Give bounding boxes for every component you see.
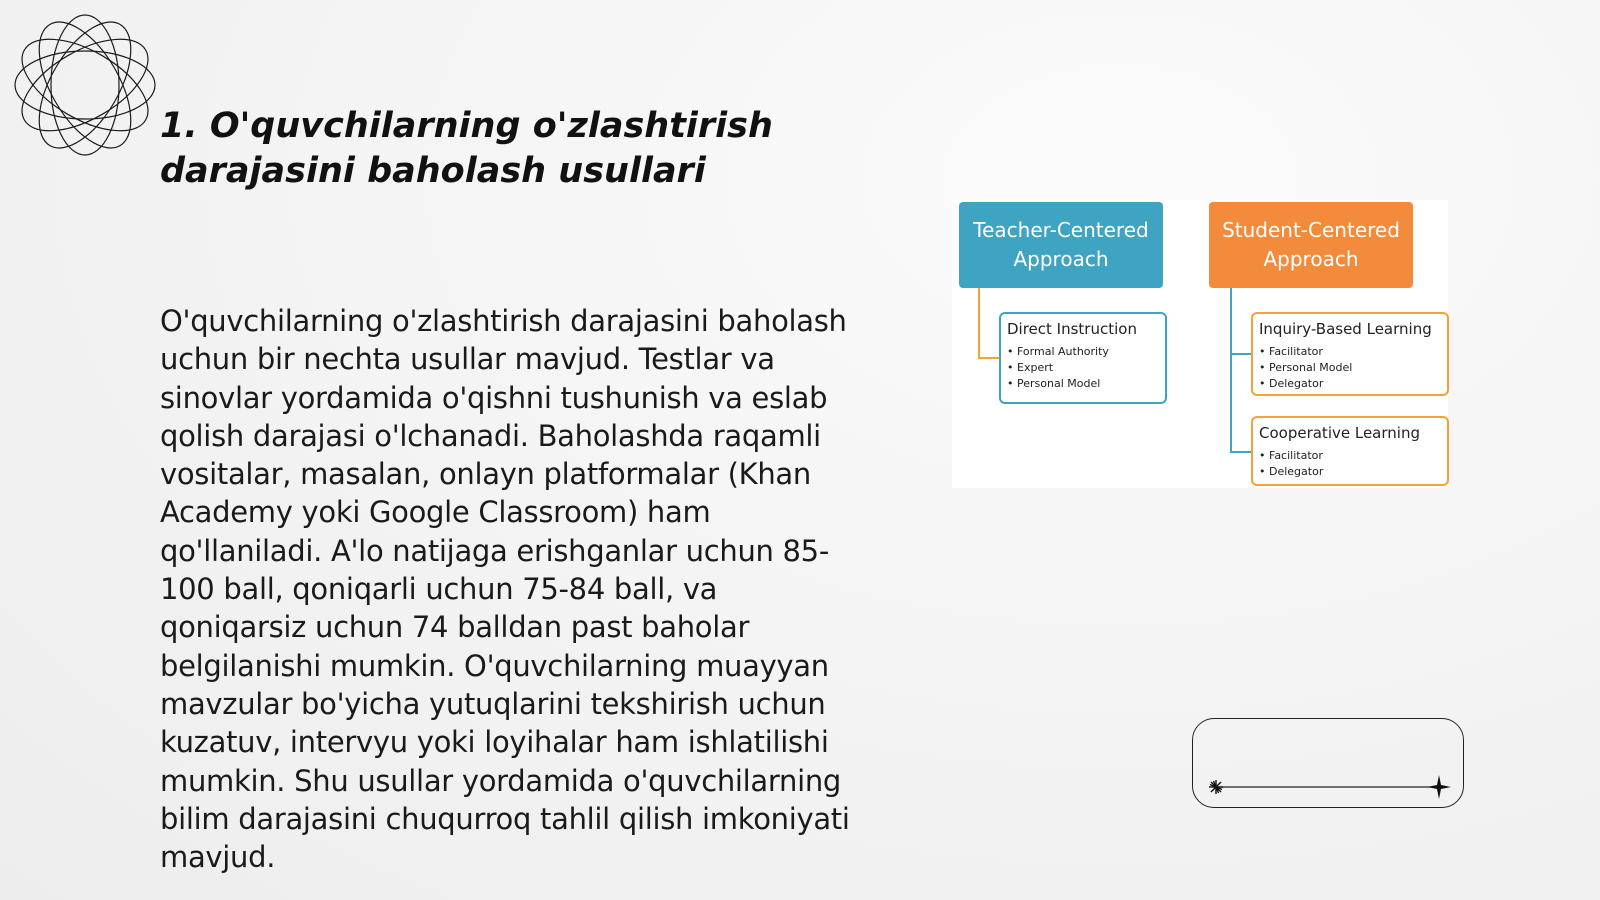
list-item: • Personal Model	[1259, 360, 1441, 376]
list-item: • Facilitator	[1259, 448, 1441, 464]
list-item: • Personal Model	[1007, 376, 1159, 392]
inquiry-based-learning-box	[1251, 312, 1449, 396]
sparkle-burst-icon	[1209, 780, 1223, 794]
cooperative-learning-box	[1251, 416, 1449, 486]
teaching-approach-diagram	[952, 200, 1448, 488]
student-centered-header: Student-Centered Approach	[1209, 202, 1413, 288]
box-title: Inquiry-Based Learning	[1259, 320, 1432, 338]
decorative-frame	[1192, 718, 1464, 808]
list-item: • Formal Authority	[1007, 344, 1159, 360]
box-title: Cooperative Learning	[1259, 424, 1420, 442]
slide-title: 1. O'quvchilarning o'zlashtirish darajasini baholash usullari	[160, 106, 773, 191]
box-title: Direct Instruction	[1007, 320, 1137, 338]
list-item: • Facilitator	[1259, 344, 1441, 360]
orbit-rings-icon	[10, 10, 160, 160]
direct-instruction-box	[999, 312, 1167, 404]
list-item: • Expert	[1007, 360, 1159, 376]
four-point-star-icon	[1427, 775, 1451, 799]
teacher-centered-header: Teacher-Centered Approach	[959, 202, 1163, 288]
list-item: • Delegator	[1259, 464, 1441, 480]
decorative-line	[1193, 719, 1465, 809]
slide-body-text: O'quvchilarning o'zlashtirish darajasini baholash uchun bir nechta usullar mavjud. Testlar va sinovlar yordamida o'qishni tushunish va eslab qolish darajasi o'lchanadi. Baholashda raqamli vositalar, masalan, onlayn platformalar (Khan Academy yoki Google Classroom) ham qo'llaniladi. A'lo natijaga erishganlar uchun 85-100 ball, qoniqarli uchun 75-84 ball, va qoniqarsiz uchun 74 balldan past baholar belgilanishi mumkin. O'quvchilarning muayyan mavzular bo'yicha yutuqlarini tekshirish uchun kuzatuv, intervyu yoki loyihalar ham ishlatilishi mumkin. Shu usullar yordamida o'quvchilarning bilim darajasini chuqurroq tahlil qilish imkoniyati mavjud.	[160, 304, 850, 875]
list-item: • Delegator	[1259, 376, 1441, 392]
